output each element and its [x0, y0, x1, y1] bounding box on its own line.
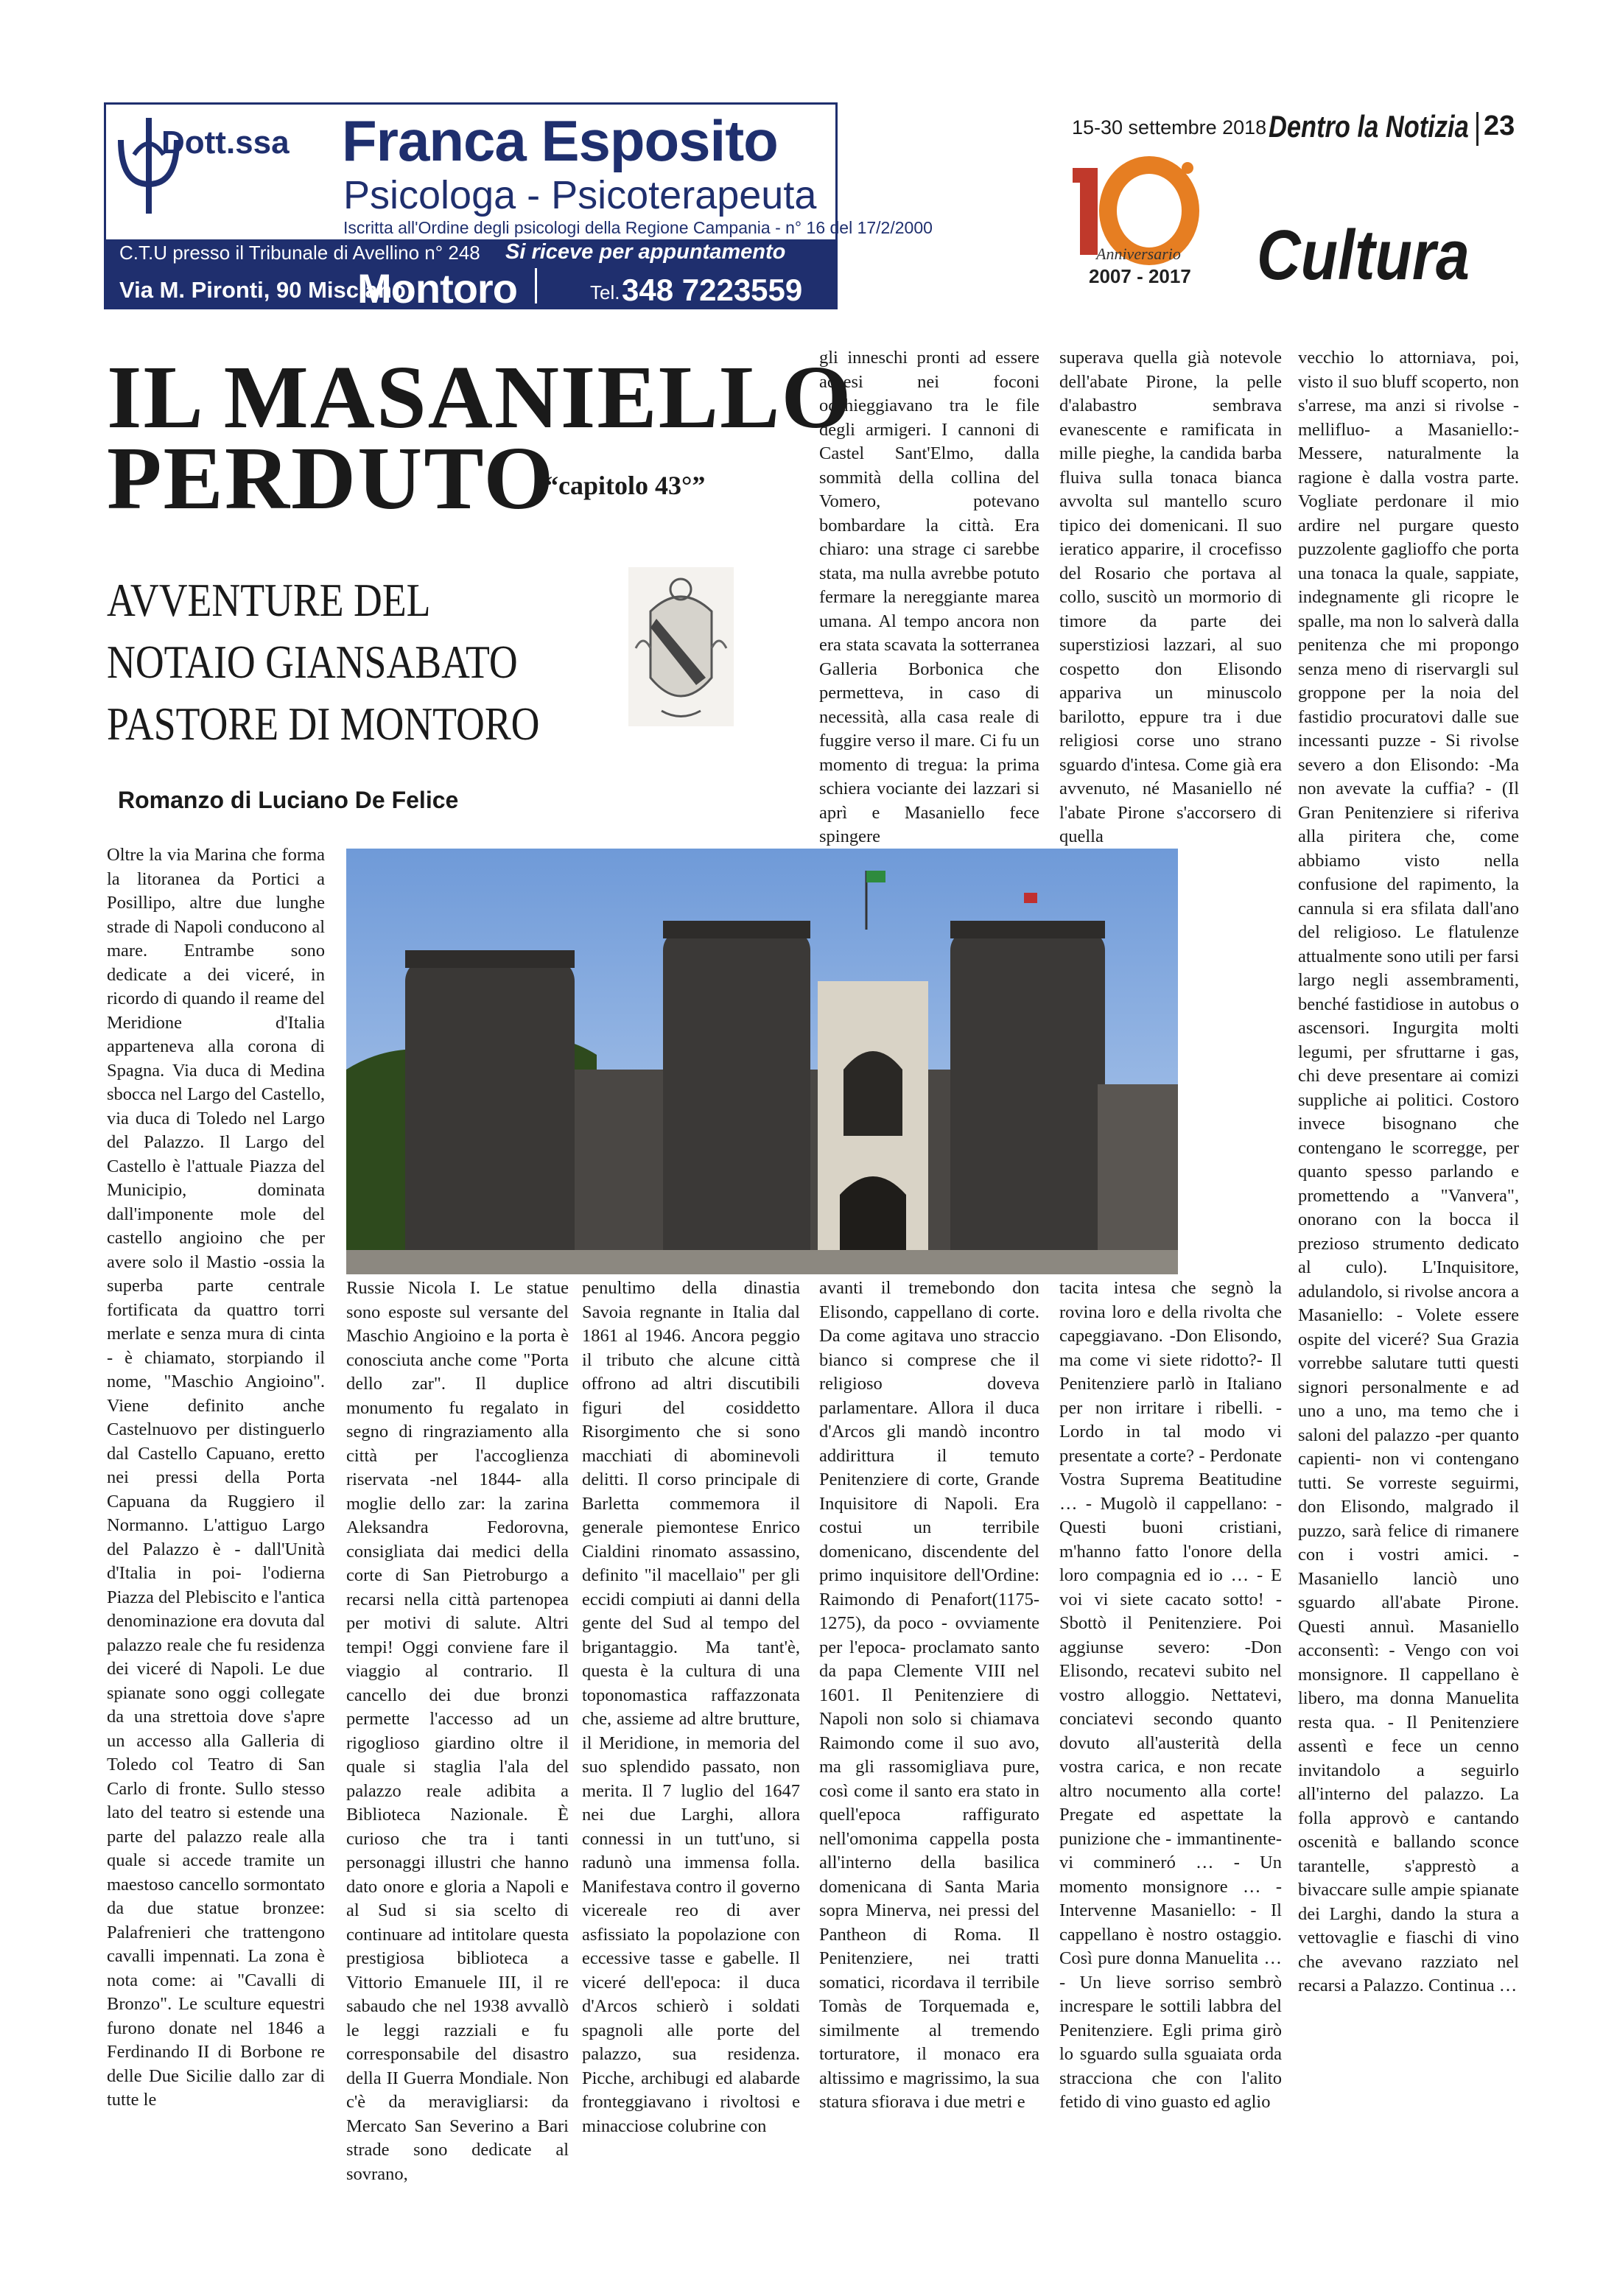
anniversary-years: 2007 - 2017: [1089, 265, 1191, 287]
author-byline: Romanzo di Luciano De Felice: [118, 787, 459, 813]
advert-appointment: Si riceve per appuntamento: [505, 240, 786, 264]
article-title-line2: PERDUTO: [107, 429, 555, 528]
advert-profession: Psicologa - Psicoterapeuta: [343, 173, 817, 217]
article-column-6: [1298, 346, 1519, 1998]
section-title: Cultura: [1257, 216, 1470, 295]
column-5-bottom-text: tacita intesa che segnò la rovina loro e della rivolta che capeggiavano. -Don Elisondo, ma come vi siete ridotto?- Il Penitenziere parlò in Italiano per non irritare i ribelli. -Lordo in tal modo vi presentate a corte? - Perdonate Vostra Suprema Beatitudine … - Mugolò il cappellano: - Questi buoni cristiani, m'hanno fatto l'onore della loro compagnia ed io … - E voi vi siete cacato sotto! - Sbottò il Penitenziere. Poi aggiunse severo: -Don Elisondo, recatevi subito nel vostro alloggio. Nettatevi, conciatevi secondo quanto dovuto all'austerità della vostra carica, e non recate altro nocumento alla corte! Pregate ed aspettate la punizione che - immantinente- vi commineró … - Un momento monsignore … - Intervenne Masaniello: - Il cappellano è nostro ostaggio. Così pure donna Manuelita … - Un lieve sorriso sembrò increspare le sottili labbra del Penitenziere. Egli prima girò lo sguardo sulla sguaiata orda stracciona che con l'alito fetido di vino guasto ed aglio: [1059, 1278, 1282, 2112]
column-6-text: vecchio lo attorniava, poi, visto il suo bluff scoperto, non s'arrese, ma anzi si rivolse -mellifluo- a Masaniello:- Messere, naturalmente la ragione è dalla vostra parte. Vogliate perdonare il mio ardire nel purgare questo puzzolente gaglioffo che porta una tonaca la quale, sappiate, indegnamente gli ricopre le spalle, ma non lo salverà dalla penitenza che mi propongo senza meno di riservargli sul groppone per la noia del fastidio procuratovi dalle sue incessanti puzze - Si rivolse severo a don Elisondo: -Ma non avevate la cuffia? - (Il Gran Penitenziere si riferiva alla piritera che, come abbiamo visto nella confusione del rapimento, la cannula si era sfilata dall'ano del religioso. Le flatulenze attualmente sono utili per farsi largo negli assembramenti, benché fastidiose in autobus o ascensori. Ingurgita molti legumi, per sfruttarne i gas, chi deve presentare ai comizi suppliche ai politici. Costoro invece bisognano che contengano le scorregge, per quanto spesso parlando e promettendo a "Vanvera", onorano con la bocca il prezioso strumento dedicato al culo). L'Inquisitore, adulandolo, si rivolse ancora a Masaniello: - Volete essere ospite del viceré? Sua Grazia vorrebbe salutare tutti questi signori personalmente e ad uno a uno, ma temo che i saloni del palazzo -per quanto capienti- non vi contengano tutti. Se vorreste seguirmi, don Elisondo, malgrado il puzzo, sarà felice di rimanere con i vostri amici. - Masaniello lanciò uno sguardo all'abate Pirone. Questi annuì. Masaniello acconsentì: - Vengo con voi monsignore. Il cappellano è libero, ma donna Manuelita resta qua. - Il Penitenziere assentì e fece un cenno invitandolo a seguirlo all'interno del palazzo. La folla approvò e cantando oscenità e ballando sconce tarantelle, s'apprestò a bivaccare sulle ampie spianate dei Larghi, dando la stura a vettovaglie e fiaschi di vino che avevano razziato nel recarsi a Palazzo. Continua …: [1298, 348, 1519, 1995]
article-column-3: [582, 1277, 800, 2138]
advert-registry: Iscritta all'Ordine degli psicologi della Regione Campania - n° 16 del 17/2/2000: [343, 218, 933, 237]
advert-title-prefix: Dott.ssa: [161, 124, 290, 161]
advert-ctu: C.T.U presso il Tribunale di Avellino n° 248: [119, 242, 480, 264]
advert-name: Franca Esposito: [342, 108, 778, 173]
advert-divider: [535, 268, 537, 303]
advert-address: Via M. Pironti, 90 Misciano: [119, 277, 406, 303]
advert-box: [104, 102, 933, 312]
article-column-5-bottom: [1059, 1277, 1282, 2115]
article-column-4-bottom: [819, 1277, 1039, 2115]
article-column-5-top: [1059, 346, 1282, 849]
issue-date: 15-30 settembre 2018: [1072, 116, 1267, 138]
article-column-2: [346, 1277, 569, 2186]
subtitle-line1: AVVENTURE DEL: [107, 574, 431, 626]
advert-city: Montoro: [357, 265, 517, 312]
column-5-top-text: superava quella già notevole dell'abate Pirone, la pelle d'alabastro sembrava evanescente e ramificata in mille pieghe, la candida barba fluiva sulla tonaca bianca avvolta sul mantello scuro tipico dei domenicani. Il suo ieratico apparire, il crocefisso del Rosario che portava al collo, suscitò un mormorio di timore da parte dei superstiziosi lazzari, al suo cospetto don Elisondo appariva un minuscolo barilotto, eppure tra i due religiosi corse uno strano sguardo d'intesa. Come già era avvenuto, né Masaniello né l'abate Pirone s'accorsero di quella: [1059, 348, 1282, 846]
newspaper-name: Dentro la Notizia: [1269, 109, 1469, 144]
anniversary-logo: [1070, 153, 1202, 293]
column-1-text: Oltre la via Marina che forma la litoranea da Portici a Posillipo, altre due lunghe strade di Napoli conducono al mare. Entrambe sono dedicate a dei viceré, in ricordo di quando il reame del Meridione d'Italia apparteneva alla corona di Spagna. Via duca di Medina sbocca nel Largo del Castello, via duca di Toledo nel Largo del Palazzo. Il Largo del Castello è l'attuale Piazza del Municipio, dominata dall'imponente mole del castello angioino che per avere solo il Mastio -ossia la superba parte centrale fortificata da quattro torri merlate e senza mura di cinta - è chiamato, storpiando il nome, "Maschio Angioino". Viene definito anche Castelnuovo per distinguerlo dal Castello Capuano, eretto nei pressi della Porta Capuana da Ruggiero il Normanno. L'attiguo Largo del Palazzo è - dall'Unità d'Italia in poi- l'odierna Piazza del Plebiscito e l'antica denominazione era dovuta dal palazzo reale che fu residenza dei viceré di Napoli. Le due spianate sono oggi collegate da una strettoia dove s'apre un accesso alla Galleria di Toledo col Teatro di San Carlo di fronte. Sullo stesso lato del teatro si estende una parte del palazzo reale alla quale si accede tramite un maestoso cancello sormontato da due statue bronzee: Palafrenieri che trattengono cavalli impennati. La zona è nota come: ai "Cavalli di Bronzo". Le sculture equestri furono donate nel 1846 a Ferdinando II di Borbone re delle Due Sicilie dallo zar di tutte le: [107, 845, 325, 2110]
article-column-4-top: [819, 346, 1039, 849]
subtitle-line3: PASTORE DI MONTORO: [107, 698, 540, 750]
article-column-1: [107, 843, 325, 2113]
page-number: 23: [1484, 110, 1515, 141]
anniversary-label: Anniversario: [1096, 245, 1181, 263]
castle-photo: [346, 849, 1178, 1274]
advert-phone: 348 7223559: [622, 273, 803, 307]
advert-tel-label: Tel.: [590, 281, 620, 303]
header-divider: [1476, 112, 1479, 146]
subtitle-line2: NOTAIO GIANSABATO: [107, 636, 518, 688]
column-3-text: penultimo della dinastia Savoia regnante in Italia dal 1861 al 1946. Ancora peggio il tributo che alcune città offrono ad altri discutibili figuri del cosiddetto Risorgimento che si sono macchiati di abominevoli delitti. Il corso principale di Barletta commemora il generale piemontese Enrico Cialdini rinomato assassino, definito "il macellaio" per gli eccidi compiuti ai danni della gente del Sud al tempo del brigantaggio. Ma tant'è, questa è la cultura di una toponomastica raffazzonata che, assieme ad altre brutture, il Meridione, in memoria del suo splendido passato, non merita. Il 7 luglio del 1647 nei due Larghi, allora connessi in un tutt'uno, si radunò una immensa folla. Manifestava contro il governo vicereale reo di aver asfissiato la popolazione con eccessive tasse e gabelle. Il viceré dell'epoca: il duca d'Arcos schierò i soldati spagnoli alle porte del palazzo, sua residenza. Picche, archibugi ed alabarde fronteggiavano i rivoltosi e minacciose colubrine con: [582, 1278, 800, 2136]
column-4-top-text: gli inneschi pronti ad essere accesi nei foconi occhieggiavano tra le file degli armigeri. I cannoni di Castel Sant'Elmo, dalla sommità della collina del Vomero, potevano bombardare la città. Era chiaro: una strage ci sarebbe stata, ma nulla avrebbe potuto fermare la nereggiante marea umana. Al tempo ancora non era stata scavata la sotterranea Galleria Borbonica che permetteva, in caso di necessità, alla casa reale di fuggire verso il mare. Ci fu un momento di tregua: la prima schiera vociante dei lazzari si aprì e Masaniello fece spingere: [819, 348, 1039, 846]
coat-of-arms-icon: [628, 567, 734, 726]
chapter-label: “capitolo 43°”: [545, 471, 706, 500]
column-4-bottom-text: avanti il tremebondo don Elisondo, cappellano di corte. Da come agitava uno straccio bianco si comprese che il religioso doveva parlamentare. Allora il duca d'Arcos gli mandò incontro addirittura il temuto Penitenziere di corte, Grande Inquisitore di Napoli. Era costui un terribile domenicano, discendente del primo inquisitore dell'Ordine: Raimondo di Penafort(1175-1275), da poco - ovviamente per l'epoca- proclamato santo da papa Clemente VIII nel 1601. Il Penitenziere di Napoli non solo si chiamava Raimondo come il suo avo, ma gli rassomigliava pure, così come il santo era stato in quell'epoca raffigurato nell'omonima cappella posta all'interno della basilica domenicana di Santa Maria sopra Minerva, nei pressi del Pantheon di Roma. Il Penitenziere, nei tratti somatici, ricordava il terribile Tomàs de Torquemada e, similmente al tremendo torturatore, il monaco era altissimo e magrissimo, la sua statura sfiorava i due metri e: [819, 1278, 1039, 2112]
column-2-text: Russie Nicola I. Le statue sono esposte sul versante del Maschio Angioino e la porta è conosciuta anche come "Porta dello zar". Il duplice monumento fu regalato in segno di ringraziamento alla città per l'accoglienza riservata -nel 1844- alla moglie dello zar: la zarina Aleksandra Fedorovna, consigliata dai medici della corte di San Pietroburgo a recarsi nella città partenopea per motivi di salute. Altri tempi! Oggi conviene fare il viaggio al contrario. Il cancello dei due bronzi permette l'accesso ad un rigoglioso giardino oltre il quale si staglia l'ala del palazzo reale adibita a Biblioteca Nazionale. È curioso che tra i tanti personaggi illustri che hanno dato onore e gloria a Napoli e al Sud si sia scelto di continuare ad intitolare questa prestigiosa biblioteca a Vittorio Emanuele III, il re sabaudo che nel 1938 avvallò le leggi razziali e fu corresponsabile del disastro della II Guerra Mondiale. Non c'è da meravigliarsi: da Mercato San Severino a Bari strade sono dedicate al sovrano,: [346, 1278, 569, 2184]
article-title-line1: IL MASANIELLO: [107, 348, 853, 447]
